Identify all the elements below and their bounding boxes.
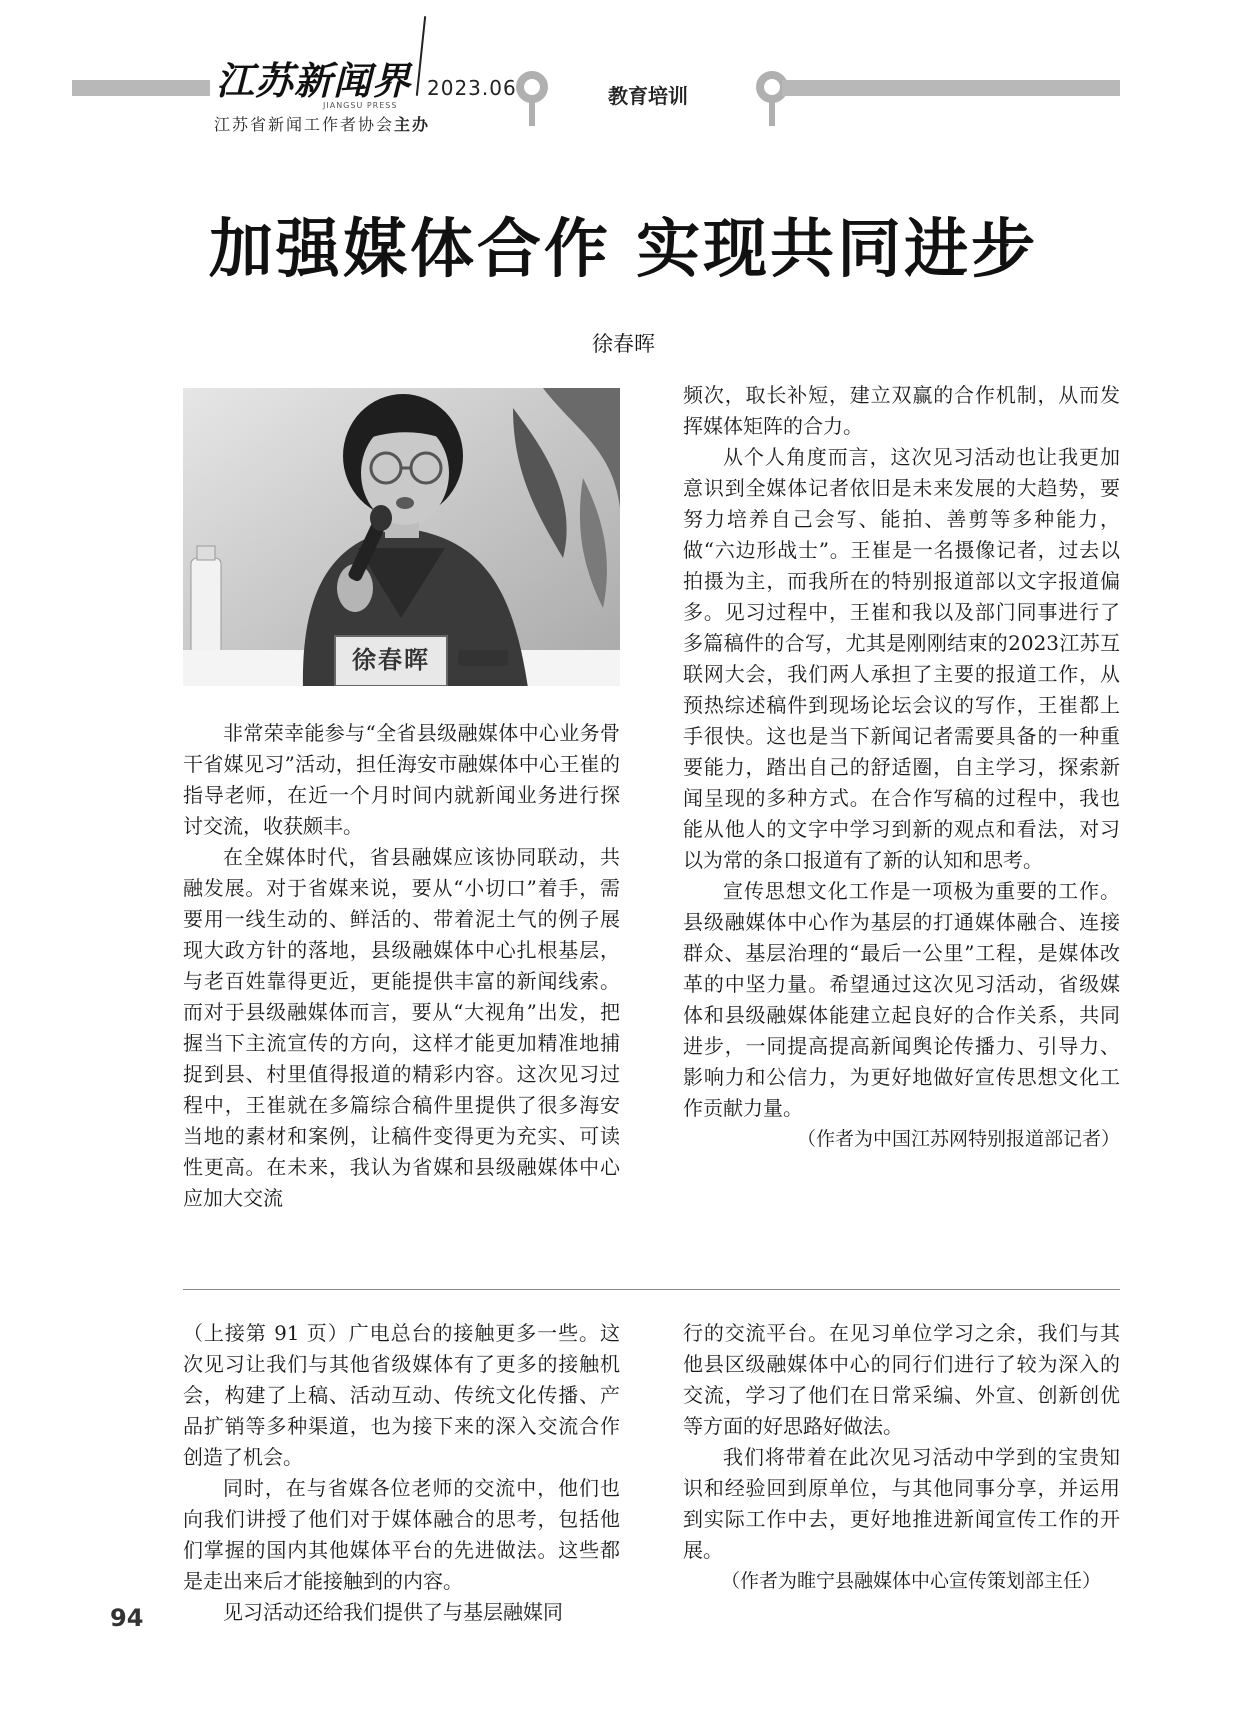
author-note: （作者为中国江苏网特别报道部记者） [796,1128,1120,1150]
section-divider [183,1289,1120,1290]
page-number: 94 [110,1604,144,1632]
article-author: 徐春晖 [592,332,655,356]
paragraph: 见习活动还给我们提供了与基层融媒同 [223,1600,563,1624]
article-title: 加强媒体合作 实现共同进步 [208,213,1039,287]
photo-nameplate: 徐春晖 [352,645,430,674]
organizer-name: 江苏省新闻工作者协会 [214,115,395,134]
header-bar-left [72,80,210,96]
paragraph: 在全媒体时代，省县融媒应该协同联动，共融发展。对于省媒来说，要从“小切口”着手，需要用一线生动的、鲜活的、带着泥土气的例子展现大政方针的落地，县级融媒体中心扎根基层，与老百姓靠得更近，更能提供丰富的新闻线索。而对于县级融媒体而言，要从“大视角”出发，把握当下主流宣传的方向，这样才能更加精准地捕捉到县、村里值得报道的精彩内容。这次见习过程中，王崔就在多篇综合稿件里提供了很多海安当地的素材和案例，让稿件变得更为充实、可读性更高。在未来，我认为省媒和县级融媒体中心应加大交流 [183,845,620,1210]
paragraph-continued: 行的交流平台。在见习单位学习之余，我们与其他县区级融媒体中心的同行们进行了较为深入的交流，学习了他们在日常采编、外宣、创新创优等方面的好思路好做法。 [683,1321,1120,1438]
article-left-column [183,718,620,1258]
paragraph-continued: 频次，取长补短，建立双赢的合作机制，从而发挥媒体矩阵的合力。 [683,383,1120,438]
paragraph: 宣传思想文化工作是一项极为重要的工作。县级融媒体中心作为基层的打通媒体融合、连接群众、基层治理的“最后一公里”工程，是媒体改革的中坚力量。希望通过这次见习活动，省级媒体和县级融媒体能建立起良好的合作关系，共同进步，一同提高提高新闻舆论传播力、引导力、影响力和公信力，为更好地做好宣传思想文化工作贡献力量。 [683,879,1120,1120]
paragraph-continued: （上接第 91 页）广电总台的接触更多一些。这次见习让我们与其他省级媒体有了更多的接触机会，构建了上稿、活动互动、传统文化传播、产品扩销等多种渠道，也为接下来的深入交流合作创造了机会。 [183,1321,620,1469]
map-pin-icon [515,70,549,128]
paragraph: 同时，在与省媒各位老师的交流中，他们也向我们讲授了他们对于媒体融合的思考，包括他们掌握的国内其他媒体平台的先进做法。这些都是走出来后才能接触到的内容。 [183,1476,620,1593]
continued-left-column [183,1318,620,1638]
author-note: （作者为睢宁县融媒体中心宣传策划部主任） [721,1570,1102,1592]
issue-number: 2023.06 [427,76,517,100]
map-pin-icon-right [755,70,789,128]
organizer-suffix: 主办 [394,115,431,134]
section-label: 教育培训 [608,84,688,108]
continued-right-column [683,1318,1120,1638]
author-photo [183,388,620,686]
header-divider [416,16,426,96]
organizer-line [214,112,430,135]
magazine-logo-subtitle: JIANGSU PRESS [323,101,398,110]
paragraph: 非常荣幸能参与“全省县级融媒体中心业务骨干省媒见习”活动，担任海安市融媒体中心王崔的指导老师，在近一个月时间内就新闻业务进行探讨交流，收获颇丰。 [183,721,620,838]
magazine-logo: 江苏新闻界 [216,59,412,103]
header-bar-right [782,80,1120,96]
paragraph: 从个人角度而言，这次见习活动也让我更加意识到全媒体记者依旧是未来发展的大趋势，要努力培养自己会写、能拍、善剪等多种能力，做“六边形战士”。王崔是一名摄像记者，过去以拍摄为主，而我所在的特别报道部以文字报道偏多。见习过程中，王崔和我以及部门同事进行了多篇稿件的合写，尤其是刚刚结束的2023江苏互联网大会，我们两人承担了主要的报道工作，从预热综述稿件到现场论坛会议的写作，王崔都上手很快。这也是当下新闻记者需要具备的一种重要能力，踏出自己的舒适圈，自主学习，探索新闻呈现的多种方式。在合作写稿的过程中，我也能从他人的文字中学习到新的观点和看法，对习以为常的条口报道有了新的认知和思考。 [683,445,1120,872]
paragraph: 我们将带着在此次见习活动中学到的宝贵知识和经验回到原单位，与其他同事分享，并运用到实际工作中去，更好地推进新闻宣传工作的开展。 [683,1445,1120,1562]
article-right-column [683,380,1120,1260]
